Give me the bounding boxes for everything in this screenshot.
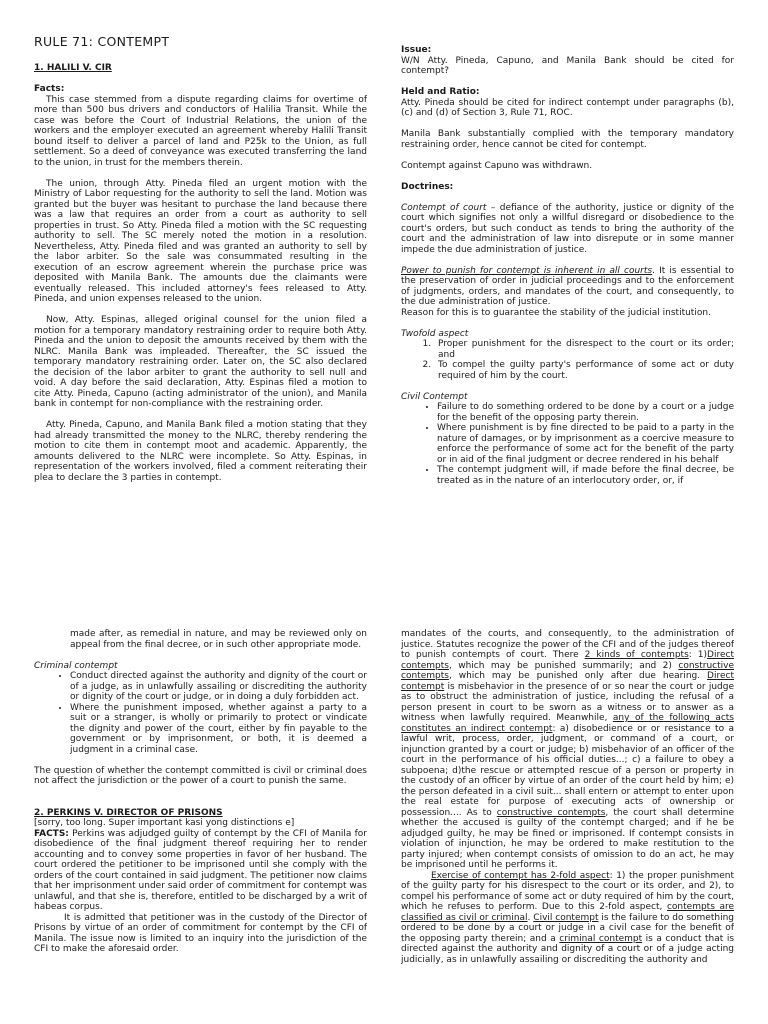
case2-facts-label: FACTS: (34, 828, 69, 839)
text-run-underlined: constructive contempts (496, 807, 606, 818)
issue-label: Issue: (401, 45, 432, 55)
held-paragraph-3: Contempt against Capuno was withdrawn. (401, 160, 593, 171)
doctrine-definition: . It is essential to the preservation of order in judicial proceedings and to the enforcement of judgments, orders, and mandates of the court, and consequently, to the due administration of justice. (401, 265, 734, 307)
text-run-underlined: 2 kinds of contempts (584, 650, 689, 660)
civil-contempt-label: Civil Contempt (401, 391, 468, 402)
facts-label: Facts: (34, 84, 65, 94)
criminal-contempt-label: Criminal contempt (34, 660, 118, 671)
doctrine-contempt-of-court (401, 203, 734, 256)
civil-contempt-continued: made after, as remedial in nature, and may be reviewed only on appeal from the final decree, or in such other appropriate mode. (70, 629, 367, 650)
list-item: • Where the punishment imposed, whether against a party to a suit or a stranger, is wholly or primarily to protect or vindicate the dignity and power of the court, either by fin payable to the government or by imprisonment, or both, it is deemed a judgment in a criminal case. (70, 703, 367, 756)
text-run-underlined: any of the following acts constitutes an indirect contempt (401, 713, 734, 734)
contempt-kinds-paragraph (401, 629, 734, 871)
civil-contempt-list (401, 402, 734, 486)
doctrines-label: Doctrines: (401, 181, 454, 192)
text-run: . (527, 912, 534, 923)
text-run: is misbehavior in the presence of or so near the court or judge as to obstruct the administration of justice, including the refusal of a person present in court to be sworn as a witness or to answer as a witness when lawfully required. Meanwhile, (401, 681, 734, 723)
text-run: : 1) the proper punishment of the guilty party for his disrespect to the court or its order, and 2), to compel his performance of some act or duty required of him by the court, which he refuses to perform. Due to this 2-fold aspect, (401, 870, 734, 912)
doctrine-reason: Reason for this is to guarantee the stability of the judicial institution. (401, 307, 711, 318)
text-run-underlined: Exercise of contempt has 2-fold aspect (431, 870, 610, 881)
document-title: RULE 71: CONTEMPT (34, 34, 170, 49)
text-run-underlined: Direct contempt (401, 671, 734, 692)
list-item: 2. To compel the guilty party's performance of some act or duty required of him by the court. (434, 360, 734, 381)
twofold-label: Twofold aspect (401, 328, 469, 339)
text-run: , which may be punished summarily; and 2) (448, 660, 679, 671)
facts-paragraph-3: Now, Atty. Espinas, alleged original counsel for the union filed a motion for a temporary mandatory restraining order to require both Atty. Pineda and the union to deposit the amounts received by them with the NLRC. Manila Bank was impleaded. Thereafter, the SC issued the temporary mandatory restraining order. Later on, the SC also declared the decision of the labor arbiter to grant the authority to sell null and void. A day before the said declaration, Atty. Espinas filed a motion to cite Atty. Pineda, Capuno (acting administrator of the union), and Manila bank in contempt for non-compliance with the restraining order. (34, 315, 367, 409)
twofold-aspect-paragraph (401, 871, 734, 966)
criminal-contempt-list (34, 671, 367, 755)
page1-right-column (401, 45, 734, 555)
case2-heading: 2. PERKINS V. DIRECTOR OF PRISONS (34, 807, 223, 818)
twofold-list (401, 339, 734, 381)
text-run: is a conduct that is directed against the authority and dignity of a court or of a judge acting judicially, as in unlawfully assailing or discrediting the authority and (401, 933, 734, 965)
text-run: is the failure to do something ordered to be done by a court or judge in a civil case for the benefit of the opposing party therein; and a (401, 912, 734, 944)
text-run: mandates of the courts, and consequently, to the administration of justice. Statutes recognize the power of the CFI and of the judges thereof to punish contempts of court. There (401, 629, 734, 660)
list-item: 1. Proper punishment for the disrespect to the court or its order; and (434, 339, 734, 360)
page2-right-column (401, 629, 734, 1024)
case1-heading: 1. HALILI V. CIR (34, 63, 112, 73)
case2-facts (34, 829, 367, 913)
text-run: , which may be punished only after due hearing. (448, 671, 708, 681)
held-paragraph-1: Atty. Pineda should be cited for indirect contempt under paragraphs (b), (c) and (d) of Section 3, Rule 71, ROC. (401, 97, 734, 118)
doctrine-term: Contempt of court (401, 202, 487, 213)
list-item: • The contempt judgment will, if made before the final decree, be treated as in the nature of an interlocutory order, or, if (437, 465, 734, 486)
text-run: , the court shall determine whether the accused is guilty of the contempt charged; and if he be adjudged guilty, he may be fined or imprisoned. If contempt consists in violation of injunction, he may be ordered to make restitution to the party injured; when contempt consists of omission to do an act, he may be imprisoned until he performs it. (401, 807, 734, 870)
doctrine-term: Power to punish for contempt is inherent in all courts (401, 265, 653, 276)
civil-criminal-closing: The question of whether the contempt committed is civil or criminal does not affect the jurisdiction or the power of a court to punish the same. (34, 765, 367, 786)
list-item: • Failure to do something ordered to be done by a court or a judge for the benefit of the opposing party therein. (437, 402, 734, 423)
case2-note: [sorry, too long. Super important kasi yong distinctions e] (34, 818, 295, 828)
document-page-2 (0, 620, 768, 1024)
issue-text: W/N Atty. Pineda, Capuno, and Manila Bank should be cited for contempt? (401, 55, 734, 76)
facts-paragraph-2: The union, through Atty. Pineda filed an urgent motion with the Ministry of Labor requesting for the authority to sell the land. Motion was granted but the buyer was hesitant to purchase the land because there was a law that requires an order from a court as authority to sell properties in trust. So Atty. Pineda filed a motion with the SC requesting authority to sell. The SC merely noted the motion in a resolution. Nevertheless, Atty. Pineda filed and was granted an authority to sell by the labor arbiter. So the sale was consummated resulting in the execution of an escrow agreement wherein the purchase price was deposited with Manila Bank. The amounts due the claimants were eventually released. This included attorney's fees released to Atty. Pineda, and union expenses released to the union. (34, 178, 367, 304)
text-run-underlined: contempts are classified as civil or criminal (401, 902, 734, 923)
text-run-underlined: criminal contempt (559, 933, 643, 944)
held-paragraph-2: Manila Bank substantially complied with the temporary mandatory restraining order, hence cannot be cited for contempt. (401, 129, 734, 150)
doctrine-power-to-punish (401, 266, 734, 308)
list-item: • Where punishment is by fine directed to be paid to a party in the nature of damages, or by imprisonment as a coercive measure to enforce the performance of some act for the benefit of the party or in aid of the final judgment or decree rendered in his behalf (437, 423, 734, 465)
text-run-underlined: Civil contempt (533, 912, 599, 923)
facts-paragraph-4: Atty. Pineda, Capuno, and Manila Bank filed a motion stating that they had already transmitted the money to the NLRC, thereby rendering the motion to cite them in contempt moot and academic. Apparently, the amounts delivered to the NLRC were incomplete. So Atty. Espinas, in representation of the workers involved, filed a comment reiterating their plea to declare the 3 parties in contempt. (34, 420, 367, 483)
text-run-underlined: Direct contempts (401, 650, 734, 671)
held-label: Held and Ratio: (401, 87, 480, 97)
page2-left-column (34, 629, 367, 1024)
text-run-underlined: constructive contempts (401, 660, 734, 681)
text-run: : 1) (688, 650, 708, 660)
page1-left-column (34, 34, 367, 554)
case2-facts-text: Perkins was adjudged guilty of contempt by the CFI of Manila for disobedience of the final judgment thereof requiring her to render accounting and to convey some properties in favor of her husband. The court ordered the petitioner to be imprisoned until she comply with the orders of the court contained in said judgment. The petitioner now claims that her imprisonment under said order of commitment for contempt was unlawful, and that she is, therefore, entitled to be discharged by a writ of habeas corpus. (34, 828, 367, 912)
case2-paragraph-2: It is admitted that petitioner was in the custody of the Director of Prisons by virtue of an order of commitment for contempt by the CFI of Manila. The issue now is limited to an inquiry into the jurisdiction of the CFI to make the aforesaid order. (34, 912, 367, 954)
list-item: • Conduct directed against the authority and dignity of the court or of a judge, as in unlawfully assailing or discrediting the authority or dignity of the court or judge, or in doing a duly forbidden act. (70, 671, 367, 703)
text-run: : a) disobedience or or resistance to a lawful writ, process, order, judgment, or command of a court, or injunction granted by a court or judge; b) misbehavior of an officer of the court in the performance of his official duties...; c) a failure to obey a subpoena; d)the rescue or attempted rescue of a person or property in the custody of an officer by virtue of an order of the court held by him; e) the person defeated in a civil suit... shall entern or attempt to enter upon the real estate for purpose of executing acts of ownership or possession.... As to (401, 723, 734, 818)
facts-paragraph-1: This case stemmed from a dispute regarding claims for overtime of more than 500 bus drivers and conductors of Halilia Transit. While the case was before the Court of Industrial Relations, the union of the workers and the employer executed an agreement whereby Halili Transit bound itself to deliver a parcel of land and P25k to the Union, as full settlement. So a deed of conveyance was executed transferring the land to the union, in trust for the members therein. (34, 94, 367, 168)
doctrine-definition: – defiance of the authority, justice or dignity of the court which signifies not only a willful disregard or disobedience to the court's orders, but such conduct as tends to bring the authority of the court and the administration of law into disrepute or in some manner impede the due administration of justice. (401, 202, 734, 255)
